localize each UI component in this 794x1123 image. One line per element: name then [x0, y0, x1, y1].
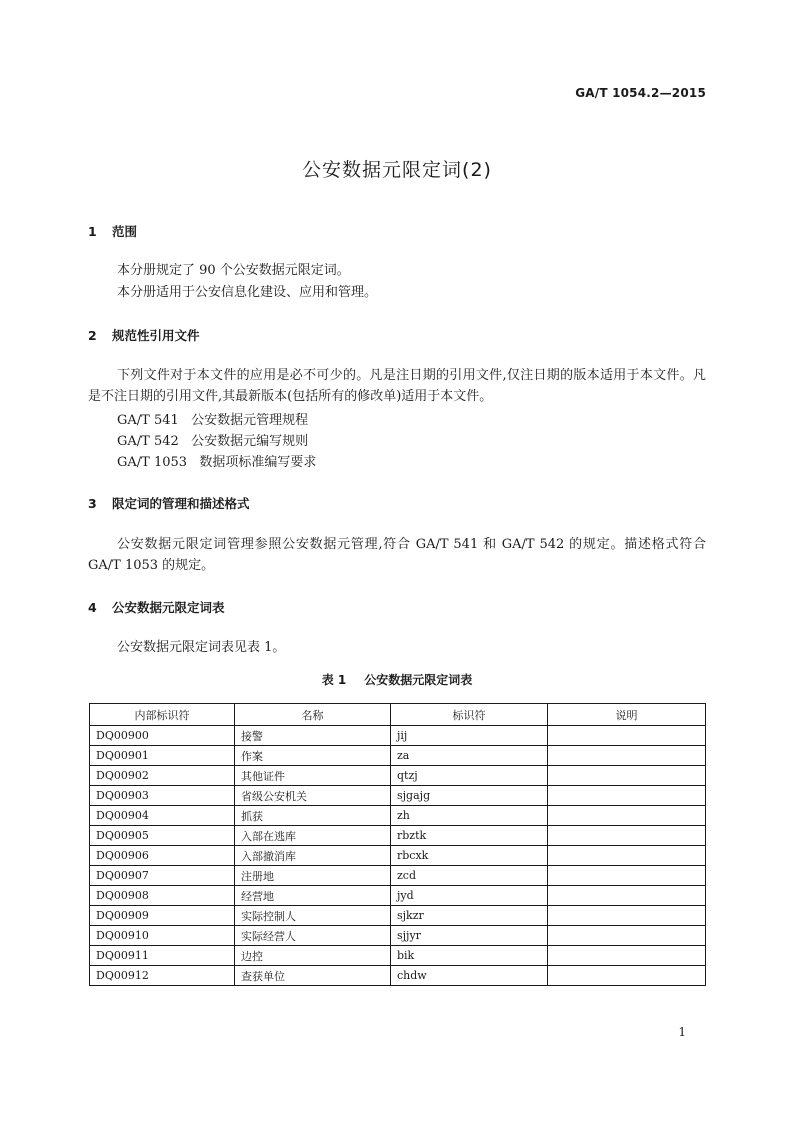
cell-description: [548, 866, 706, 886]
cell-internal-id: DQ00911: [90, 946, 235, 966]
table-caption: [0, 671, 794, 688]
reference-item: GA/T 541 公安数据元管理规程: [117, 413, 309, 428]
cell-description: [548, 886, 706, 906]
section-title: 规范性引用文件: [112, 328, 200, 343]
cell-name: 省级公安机关: [235, 786, 391, 806]
cell-internal-id: DQ00908: [90, 886, 235, 906]
column-header: 内部标识符: [90, 704, 235, 726]
table-caption-label: 表 1: [321, 673, 347, 687]
cell-identifier: bik: [391, 946, 548, 966]
section-number: 2: [88, 328, 97, 343]
cell-description: [548, 726, 706, 746]
cell-description: [548, 786, 706, 806]
cell-internal-id: DQ00903: [90, 786, 235, 806]
table-row: [90, 866, 706, 886]
cell-identifier: zh: [391, 806, 548, 826]
cell-description: [548, 746, 706, 766]
reference-item: GA/T 542 公安数据元编写规则: [117, 434, 309, 449]
column-header: 说明: [548, 704, 706, 726]
cell-internal-id: DQ00907: [90, 866, 235, 886]
cell-identifier: sjgajg: [391, 786, 548, 806]
cell-internal-id: DQ00905: [90, 826, 235, 846]
cell-description: [548, 906, 706, 926]
cell-identifier: rbztk: [391, 826, 548, 846]
section-number: 4: [88, 600, 97, 615]
table-row: [90, 766, 706, 786]
cell-name: 经营地: [235, 886, 391, 906]
section-heading-management-format: [88, 494, 250, 512]
table-row: [90, 846, 706, 866]
cell-name: 查获单位: [235, 966, 391, 986]
cell-identifier: rbcxk: [391, 846, 548, 866]
table-row: [90, 746, 706, 766]
column-header: 名称: [235, 704, 391, 726]
cell-identifier: sjjyr: [391, 926, 548, 946]
section-heading-qualifier-table: [88, 598, 225, 616]
cell-name: 其他证件: [235, 766, 391, 786]
paragraph: 公安数据元限定词表见表 1。: [117, 640, 286, 655]
cell-name: 边控: [235, 946, 391, 966]
section-heading-scope: [88, 222, 137, 240]
table-row: [90, 806, 706, 826]
qualifier-table: [89, 703, 706, 986]
cell-name: 入部撤消库: [235, 846, 391, 866]
standard-code: GA/T 1054.2—2015: [575, 86, 706, 100]
page-number: 1: [678, 1025, 686, 1039]
table-row: [90, 926, 706, 946]
table-row: [90, 886, 706, 906]
cell-identifier: za: [391, 746, 548, 766]
cell-internal-id: DQ00910: [90, 926, 235, 946]
table-caption-title: 公安数据元限定词表: [364, 673, 473, 687]
cell-description: [548, 826, 706, 846]
cell-identifier: jij: [391, 726, 548, 746]
cell-name: 实际经营人: [235, 926, 391, 946]
cell-internal-id: DQ00912: [90, 966, 235, 986]
paragraph: 本分册规定了 90 个公安数据元限定词。: [117, 263, 350, 278]
paragraph: 下列文件对于本文件的应用是必不可少的。凡是注日期的引用文件,仅注日期的版本适用于本文件。凡是不注日期的引用文件,其最新版本(包括所有的修改单)适用于本文件。: [88, 368, 706, 404]
cell-description: [548, 926, 706, 946]
cell-name: 作案: [235, 746, 391, 766]
table-row: [90, 966, 706, 986]
paragraph: 本分册适用于公安信息化建设、应用和管理。: [117, 285, 378, 300]
cell-description: [548, 806, 706, 826]
paragraph: 公安数据元限定词管理参照公安数据元管理,符合 GA/T 541 和 GA/T 542 的规定。描述格式符合 GA/T 1053 的规定。: [88, 537, 706, 573]
cell-identifier: jyd: [391, 886, 548, 906]
table-row: [90, 826, 706, 846]
cell-name: 入部在逃库: [235, 826, 391, 846]
cell-internal-id: DQ00909: [90, 906, 235, 926]
column-header: 标识符: [391, 704, 548, 726]
table-row: [90, 726, 706, 746]
document-title: 公安数据元限定词(2): [302, 159, 492, 181]
cell-internal-id: DQ00904: [90, 806, 235, 826]
table-row: [90, 906, 706, 926]
reference-item: GA/T 1053 数据项标准编写要求: [117, 455, 317, 470]
section-title: 限定词的管理和描述格式: [112, 496, 250, 511]
cell-description: [548, 966, 706, 986]
table-header-row: [90, 704, 706, 726]
section-title: 公安数据元限定词表: [112, 600, 225, 615]
section-number: 3: [88, 496, 97, 511]
section-heading-normative-references: [88, 326, 200, 344]
cell-identifier: sjkzr: [391, 906, 548, 926]
table-row: [90, 946, 706, 966]
cell-description: [548, 766, 706, 786]
cell-internal-id: DQ00900: [90, 726, 235, 746]
cell-name: 注册地: [235, 866, 391, 886]
cell-name: 抓获: [235, 806, 391, 826]
table-row: [90, 786, 706, 806]
cell-internal-id: DQ00901: [90, 746, 235, 766]
cell-identifier: chdw: [391, 966, 548, 986]
cell-internal-id: DQ00902: [90, 766, 235, 786]
cell-internal-id: DQ00906: [90, 846, 235, 866]
cell-description: [548, 946, 706, 966]
cell-identifier: qtzj: [391, 766, 548, 786]
cell-identifier: zcd: [391, 866, 548, 886]
cell-description: [548, 846, 706, 866]
cell-name: 实际控制人: [235, 906, 391, 926]
section-title: 范围: [112, 224, 138, 239]
section-number: 1: [88, 224, 97, 239]
cell-name: 接警: [235, 726, 391, 746]
